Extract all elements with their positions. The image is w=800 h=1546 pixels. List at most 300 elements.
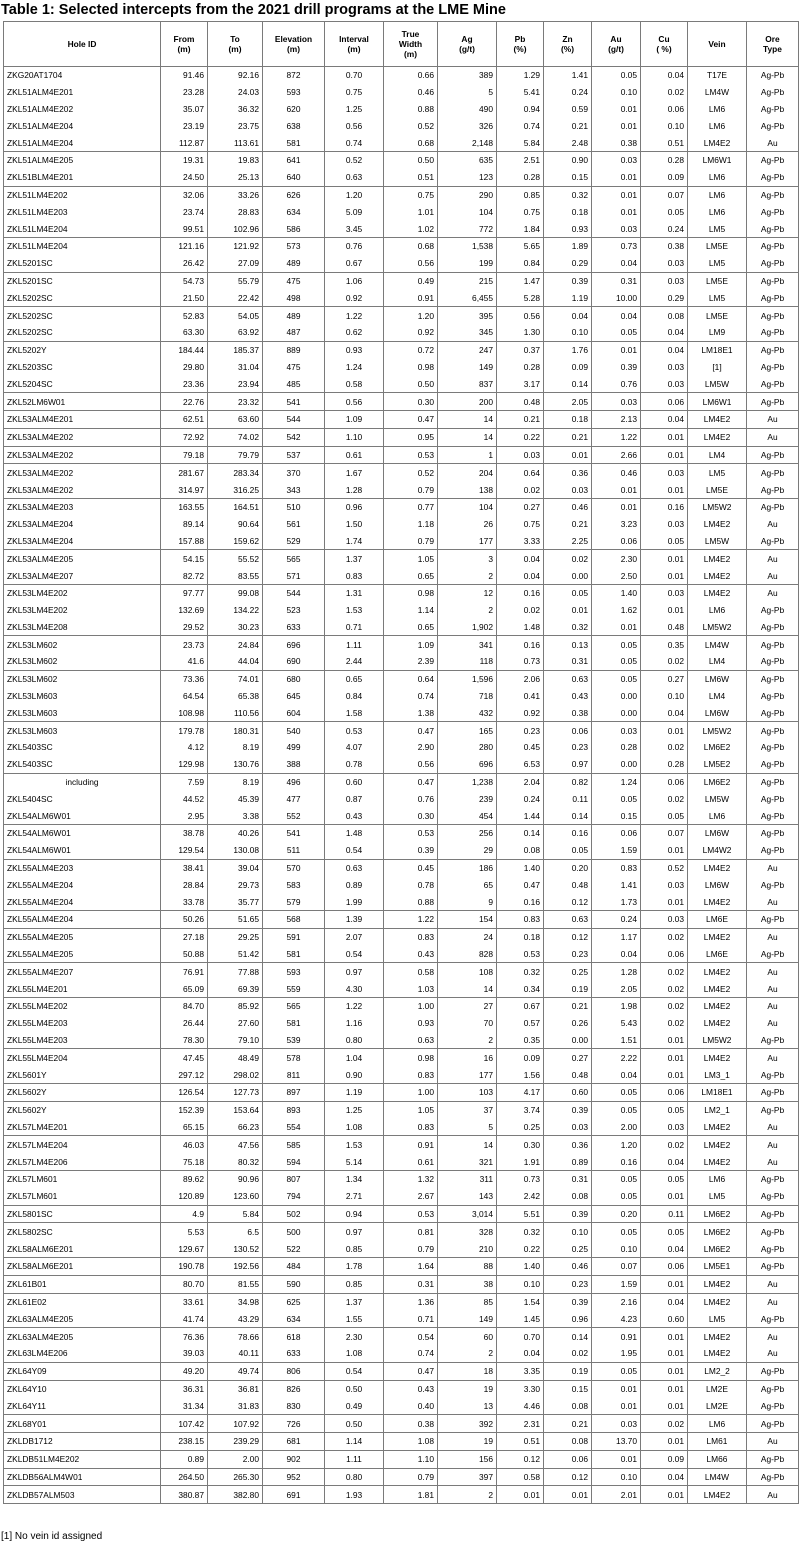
cell-au: 0.16 xyxy=(592,1153,641,1170)
cell-interval: 0.85 xyxy=(325,1240,384,1257)
cell-cu: 0.01 xyxy=(641,893,688,910)
cell-vein: LM5 xyxy=(688,289,747,306)
cell-vein: LM4E2 xyxy=(688,893,747,910)
cell-zn: 0.32 xyxy=(544,186,592,203)
cell-hole-id: ZKL5602Y xyxy=(4,1101,161,1118)
cell-ag: 199 xyxy=(438,255,497,272)
cell-hole-id: ZKL57LM601 xyxy=(4,1188,161,1205)
cell-to: 123.60 xyxy=(208,1188,263,1205)
cell-ore-type: Au xyxy=(747,1328,799,1345)
cell-ag: 177 xyxy=(438,1066,497,1083)
cell-to: 185.37 xyxy=(208,341,263,358)
cell-zn: 0.21 xyxy=(544,428,592,446)
cell-vein: LM4W xyxy=(688,636,747,653)
cell-pb: 0.25 xyxy=(497,1119,544,1136)
cell-hole-id: including xyxy=(4,773,161,790)
cell-true-width: 0.43 xyxy=(384,946,438,963)
cell-elevation: 681 xyxy=(263,1432,325,1450)
cell-elevation: 620 xyxy=(263,101,325,118)
cell-to: 81.55 xyxy=(208,1275,263,1293)
cell-cu: 0.24 xyxy=(641,220,688,237)
cell-hole-id: ZKL5202SC xyxy=(4,324,161,341)
cell-pb: 0.04 xyxy=(497,550,544,567)
cell-vein: LM6W xyxy=(688,876,747,893)
cell-from: 39.03 xyxy=(161,1345,208,1362)
cell-ag: 1,596 xyxy=(438,670,497,687)
cell-zn: 0.31 xyxy=(544,1171,592,1188)
cell-zn: 0.60 xyxy=(544,1084,592,1102)
cell-hole-id: ZKL51ALM4E202 xyxy=(4,101,161,118)
cell-ag: 321 xyxy=(438,1153,497,1170)
cell-to: 316.25 xyxy=(208,481,263,498)
cell-from: 184.44 xyxy=(161,341,208,358)
cell-ore-type: Au xyxy=(747,550,799,567)
cell-ore-type: Ag-Pb xyxy=(747,84,799,101)
cell-pb: 0.73 xyxy=(497,653,544,670)
cell-true-width: 1.22 xyxy=(384,911,438,929)
cell-zn: 2.05 xyxy=(544,393,592,411)
cell-cu: 0.01 xyxy=(641,550,688,567)
cell-true-width: 0.47 xyxy=(384,410,438,428)
cell-vein: LM4E2 xyxy=(688,928,747,945)
cell-cu: 0.02 xyxy=(641,928,688,945)
cell-ore-type: Ag-Pb xyxy=(747,220,799,237)
cell-pb: 0.41 xyxy=(497,688,544,705)
cell-au: 0.05 xyxy=(592,790,641,807)
cell-pb: 2.42 xyxy=(497,1188,544,1205)
cell-ore-type: Ag-Pb xyxy=(747,101,799,118)
table-row xyxy=(4,393,799,411)
cell-true-width: 1.01 xyxy=(384,203,438,220)
table-row xyxy=(4,998,799,1015)
table-row xyxy=(4,1015,799,1032)
cell-pb: 4.17 xyxy=(497,1084,544,1102)
cell-vein: LM5W xyxy=(688,375,747,392)
cell-ag: 2 xyxy=(438,1486,497,1504)
cell-pb: 0.02 xyxy=(497,602,544,619)
table-row xyxy=(4,289,799,306)
cell-vein: LM4E2 xyxy=(688,998,747,1015)
cell-elevation: 902 xyxy=(263,1450,325,1468)
cell-hole-id: ZKL53LM603 xyxy=(4,704,161,721)
cell-vein: LM4 xyxy=(688,653,747,670)
cell-hole-id: ZKLDB57ALM503 xyxy=(4,1486,161,1504)
cell-to: 43.29 xyxy=(208,1310,263,1327)
cell-ore-type: Ag-Pb xyxy=(747,876,799,893)
cell-true-width: 1.00 xyxy=(384,1084,438,1102)
cell-ag: 16 xyxy=(438,1049,497,1066)
cell-vein: LM4E2 xyxy=(688,550,747,567)
cell-au: 2.66 xyxy=(592,446,641,464)
cell-interval: 1.58 xyxy=(325,704,384,721)
cell-interval: 1.25 xyxy=(325,101,384,118)
cell-zn: 0.12 xyxy=(544,1468,592,1486)
header-hole-id: Hole ID xyxy=(4,22,161,67)
cell-vein: LM4E2 xyxy=(688,1119,747,1136)
cell-ore-type: Ag-Pb xyxy=(747,807,799,824)
cell-ore-type: Ag-Pb xyxy=(747,203,799,220)
cell-from: 21.50 xyxy=(161,289,208,306)
cell-au: 0.05 xyxy=(592,1101,641,1118)
cell-interval: 1.06 xyxy=(325,272,384,289)
cell-elevation: 539 xyxy=(263,1032,325,1049)
cell-from: 31.34 xyxy=(161,1397,208,1414)
cell-elevation: 811 xyxy=(263,1066,325,1083)
cell-true-width: 0.52 xyxy=(384,464,438,481)
cell-ore-type: Ag-Pb xyxy=(747,1084,799,1102)
cell-ag: 38 xyxy=(438,1275,497,1293)
cell-zn: 0.14 xyxy=(544,807,592,824)
cell-ag: 696 xyxy=(438,756,497,773)
cell-true-width: 0.76 xyxy=(384,790,438,807)
cell-to: 24.84 xyxy=(208,636,263,653)
cell-vein: LM2_1 xyxy=(688,1101,747,1118)
cell-pb: 0.08 xyxy=(497,842,544,859)
cell-cu: 0.16 xyxy=(641,498,688,515)
cell-from: 4.9 xyxy=(161,1205,208,1223)
cell-zn: 0.19 xyxy=(544,1362,592,1380)
cell-ag: 395 xyxy=(438,307,497,324)
cell-pb: 0.04 xyxy=(497,567,544,584)
cell-vein: LM5W2 xyxy=(688,1032,747,1049)
cell-interval: 1.67 xyxy=(325,464,384,481)
cell-from: 120.89 xyxy=(161,1188,208,1205)
cell-pb: 0.56 xyxy=(497,307,544,324)
cell-interval: 0.52 xyxy=(325,151,384,168)
cell-hole-id: ZKL54ALM6W01 xyxy=(4,842,161,859)
cell-vein: LM6E2 xyxy=(688,1205,747,1223)
cell-true-width: 0.53 xyxy=(384,446,438,464)
cell-au: 0.01 xyxy=(592,117,641,134)
cell-to: 8.19 xyxy=(208,773,263,790)
cell-hole-id: ZKL57LM4E204 xyxy=(4,1136,161,1153)
cell-zn: 0.09 xyxy=(544,359,592,376)
cell-hole-id: ZKL55ALM4E204 xyxy=(4,911,161,929)
cell-to: 130.76 xyxy=(208,756,263,773)
cell-true-width: 0.64 xyxy=(384,670,438,687)
cell-vein: LM4E2 xyxy=(688,1015,747,1032)
cell-from: 281.67 xyxy=(161,464,208,481)
cell-elevation: 541 xyxy=(263,825,325,842)
cell-elevation: 583 xyxy=(263,876,325,893)
cell-vein: LM5 xyxy=(688,220,747,237)
cell-ag: 13 xyxy=(438,1397,497,1414)
cell-to: 127.73 xyxy=(208,1084,263,1102)
cell-au: 0.03 xyxy=(592,393,641,411)
cell-elevation: 691 xyxy=(263,1486,325,1504)
cell-interval: 4.07 xyxy=(325,739,384,756)
cell-ag: 60 xyxy=(438,1328,497,1345)
cell-zn: 0.46 xyxy=(544,1257,592,1275)
cell-ore-type: Ag-Pb xyxy=(747,653,799,670)
cell-au: 0.07 xyxy=(592,1257,641,1275)
cell-pb: 3.74 xyxy=(497,1101,544,1118)
cell-elevation: 696 xyxy=(263,636,325,653)
cell-ore-type: Ag-Pb xyxy=(747,790,799,807)
cell-true-width: 0.92 xyxy=(384,324,438,341)
table-row xyxy=(4,584,799,601)
table-row xyxy=(4,498,799,515)
cell-hole-id: ZKL54ALM6W01 xyxy=(4,807,161,824)
cell-to: 22.42 xyxy=(208,289,263,306)
cell-au: 0.10 xyxy=(592,1240,641,1257)
cell-ag: 18 xyxy=(438,1362,497,1380)
header-from: From (m) xyxy=(161,22,208,67)
cell-ag: 186 xyxy=(438,859,497,876)
cell-from: 47.45 xyxy=(161,1049,208,1066)
cell-from: 238.15 xyxy=(161,1432,208,1450)
cell-vein: LM5E xyxy=(688,272,747,289)
cell-hole-id: ZKL55ALM4E203 xyxy=(4,859,161,876)
cell-from: 129.54 xyxy=(161,842,208,859)
cell-pb: 0.22 xyxy=(497,1240,544,1257)
cell-au: 0.38 xyxy=(592,134,641,151)
cell-hole-id: ZKL51ALM4E205 xyxy=(4,151,161,168)
cell-cu: 0.01 xyxy=(641,1345,688,1362)
cell-elevation: 633 xyxy=(263,1345,325,1362)
cell-zn: 0.48 xyxy=(544,876,592,893)
cell-from: 73.36 xyxy=(161,670,208,687)
cell-true-width: 0.72 xyxy=(384,341,438,358)
cell-pb: 1.44 xyxy=(497,807,544,824)
cell-ag: 5 xyxy=(438,84,497,101)
cell-true-width: 0.74 xyxy=(384,688,438,705)
cell-from: 65.09 xyxy=(161,980,208,997)
cell-pb: 2.51 xyxy=(497,151,544,168)
cell-au: 0.31 xyxy=(592,272,641,289)
cell-to: 382.80 xyxy=(208,1486,263,1504)
cell-pb: 1.29 xyxy=(497,67,544,84)
cell-hole-id: ZKL5201SC xyxy=(4,272,161,289)
cell-pb: 0.21 xyxy=(497,410,544,428)
cell-true-width: 1.05 xyxy=(384,1101,438,1118)
cell-true-width: 0.81 xyxy=(384,1223,438,1240)
cell-ore-type: Ag-Pb xyxy=(747,1101,799,1118)
cell-interval: 0.58 xyxy=(325,375,384,392)
cell-ore-type: Ag-Pb xyxy=(747,255,799,272)
cell-interval: 0.85 xyxy=(325,1275,384,1293)
cell-true-width: 0.98 xyxy=(384,359,438,376)
cell-pb: 1.40 xyxy=(497,1257,544,1275)
cell-pb: 5.51 xyxy=(497,1205,544,1223)
cell-ag: 156 xyxy=(438,1450,497,1468)
cell-ag: 123 xyxy=(438,169,497,186)
cell-hole-id: ZKL5403SC xyxy=(4,739,161,756)
cell-vein: LM18E1 xyxy=(688,1084,747,1102)
cell-zn: 0.29 xyxy=(544,255,592,272)
cell-vein: LM6E xyxy=(688,911,747,929)
cell-ore-type: Ag-Pb xyxy=(747,1450,799,1468)
cell-to: 40.26 xyxy=(208,825,263,842)
cell-from: 99.51 xyxy=(161,220,208,237)
cell-hole-id: ZKL52LM6W01 xyxy=(4,393,161,411)
cell-hole-id: ZKL55LM4E202 xyxy=(4,998,161,1015)
cell-ore-type: Au xyxy=(747,516,799,533)
cell-to: 102.96 xyxy=(208,220,263,237)
cell-to: 159.62 xyxy=(208,533,263,550)
cell-interval: 1.08 xyxy=(325,1345,384,1362)
cell-vein: LM2E xyxy=(688,1380,747,1397)
cell-ore-type: Ag-Pb xyxy=(747,307,799,324)
cell-hole-id: ZKL61E02 xyxy=(4,1293,161,1310)
cell-cu: 0.02 xyxy=(641,84,688,101)
cell-from: 32.06 xyxy=(161,186,208,203)
cell-cu: 0.02 xyxy=(641,963,688,980)
cell-to: 239.29 xyxy=(208,1432,263,1450)
cell-elevation: 680 xyxy=(263,670,325,687)
cell-ag: 341 xyxy=(438,636,497,653)
cell-vein: LM4E2 xyxy=(688,428,747,446)
cell-zn: 0.25 xyxy=(544,963,592,980)
cell-elevation: 388 xyxy=(263,756,325,773)
cell-zn: 0.23 xyxy=(544,946,592,963)
drill-intercepts-table xyxy=(3,21,799,1504)
cell-pb: 0.75 xyxy=(497,203,544,220)
cell-au: 2.00 xyxy=(592,1119,641,1136)
cell-from: 79.18 xyxy=(161,446,208,464)
cell-interval: 2.44 xyxy=(325,653,384,670)
table-row xyxy=(4,722,799,739)
table-row xyxy=(4,1240,799,1257)
cell-ag: 2 xyxy=(438,602,497,619)
cell-ag: 27 xyxy=(438,998,497,1015)
cell-zn: 0.39 xyxy=(544,1205,592,1223)
cell-zn: 1.76 xyxy=(544,341,592,358)
cell-to: 164.51 xyxy=(208,498,263,515)
cell-pb: 0.35 xyxy=(497,1032,544,1049)
cell-au: 0.39 xyxy=(592,359,641,376)
cell-hole-id: ZKL51BLM4E201 xyxy=(4,169,161,186)
cell-ore-type: Au xyxy=(747,1486,799,1504)
cell-ore-type: Ag-Pb xyxy=(747,1362,799,1380)
cell-to: 69.39 xyxy=(208,980,263,997)
cell-cu: 0.04 xyxy=(641,341,688,358)
table-row xyxy=(4,704,799,721)
cell-ag: 837 xyxy=(438,375,497,392)
cell-au: 0.10 xyxy=(592,84,641,101)
cell-ag: 2 xyxy=(438,1345,497,1362)
cell-pb: 1.56 xyxy=(497,1066,544,1083)
cell-ore-type: Ag-Pb xyxy=(747,773,799,790)
cell-pb: 0.28 xyxy=(497,359,544,376)
table-row xyxy=(4,533,799,550)
cell-ore-type: Ag-Pb xyxy=(747,237,799,254)
cell-pb: 1.54 xyxy=(497,1293,544,1310)
cell-to: 30.23 xyxy=(208,619,263,636)
cell-hole-id: ZKLDB51LM4E202 xyxy=(4,1450,161,1468)
cell-zn: 0.20 xyxy=(544,859,592,876)
cell-to: 35.77 xyxy=(208,893,263,910)
cell-cu: 0.06 xyxy=(641,773,688,790)
cell-hole-id: ZKL55ALM4E205 xyxy=(4,946,161,963)
cell-ag: 108 xyxy=(438,963,497,980)
cell-true-width: 0.79 xyxy=(384,481,438,498)
cell-cu: 0.04 xyxy=(641,1240,688,1257)
cell-ag: 326 xyxy=(438,117,497,134)
cell-hole-id: ZKL54ALM6W01 xyxy=(4,825,161,842)
cell-elevation: 726 xyxy=(263,1415,325,1433)
cell-au: 1.51 xyxy=(592,1032,641,1049)
cell-vein: LM4E2 xyxy=(688,1136,747,1153)
cell-ore-type: Ag-Pb xyxy=(747,1468,799,1486)
cell-ore-type: Ag-Pb xyxy=(747,324,799,341)
table-header xyxy=(4,22,799,67)
cell-zn: 0.39 xyxy=(544,272,592,289)
cell-to: 130.52 xyxy=(208,1240,263,1257)
cell-au: 1.17 xyxy=(592,928,641,945)
table-row xyxy=(4,324,799,341)
cell-ore-type: Au xyxy=(747,1345,799,1362)
cell-au: 0.05 xyxy=(592,1362,641,1380)
cell-cu: 0.38 xyxy=(641,237,688,254)
table-body xyxy=(4,67,799,1504)
cell-true-width: 1.05 xyxy=(384,550,438,567)
cell-ore-type: Au xyxy=(747,893,799,910)
cell-true-width: 1.10 xyxy=(384,1450,438,1468)
cell-pb: 0.85 xyxy=(497,186,544,203)
cell-pb: 1.45 xyxy=(497,1310,544,1327)
cell-interval: 1.55 xyxy=(325,1310,384,1327)
cell-ag: 14 xyxy=(438,410,497,428)
cell-ag: 85 xyxy=(438,1293,497,1310)
cell-hole-id: ZKL53LM4E202 xyxy=(4,602,161,619)
cell-elevation: 641 xyxy=(263,151,325,168)
cell-to: 78.66 xyxy=(208,1328,263,1345)
cell-cu: 0.03 xyxy=(641,584,688,601)
cell-cu: 0.51 xyxy=(641,134,688,151)
cell-zn: 0.21 xyxy=(544,998,592,1015)
cell-au: 0.01 xyxy=(592,1397,641,1414)
cell-ore-type: Ag-Pb xyxy=(747,186,799,203)
cell-cu: 0.01 xyxy=(641,1328,688,1345)
cell-true-width: 0.88 xyxy=(384,101,438,118)
cell-interval: 1.28 xyxy=(325,481,384,498)
header-vein: Vein xyxy=(688,22,747,67)
cell-interval: 0.65 xyxy=(325,670,384,687)
cell-hole-id: ZKL61B01 xyxy=(4,1275,161,1293)
cell-vein: LM66 xyxy=(688,1450,747,1468)
cell-to: 63.92 xyxy=(208,324,263,341)
cell-cu: 0.03 xyxy=(641,359,688,376)
cell-true-width: 1.32 xyxy=(384,1171,438,1188)
cell-au: 0.05 xyxy=(592,636,641,653)
cell-hole-id: ZKL53ALM4E202 xyxy=(4,464,161,481)
cell-cu: 0.04 xyxy=(641,1468,688,1486)
header-au: Au (g/t) xyxy=(592,22,641,67)
cell-elevation: 544 xyxy=(263,410,325,428)
cell-zn: 0.08 xyxy=(544,1432,592,1450)
cell-ag: 14 xyxy=(438,980,497,997)
table-row xyxy=(4,825,799,842)
cell-au: 13.70 xyxy=(592,1432,641,1450)
table-row xyxy=(4,169,799,186)
cell-ore-type: Ag-Pb xyxy=(747,636,799,653)
cell-true-width: 0.51 xyxy=(384,169,438,186)
cell-zn: 0.01 xyxy=(544,602,592,619)
cell-from: 2.95 xyxy=(161,807,208,824)
cell-to: 27.60 xyxy=(208,1015,263,1032)
cell-ag: 5 xyxy=(438,1119,497,1136)
cell-au: 0.06 xyxy=(592,825,641,842)
cell-to: 3.38 xyxy=(208,807,263,824)
cell-hole-id: ZKL51LM4E202 xyxy=(4,186,161,203)
cell-ag: 200 xyxy=(438,393,497,411)
cell-true-width: 0.49 xyxy=(384,272,438,289)
cell-vein: LM5 xyxy=(688,1188,747,1205)
cell-from: 78.30 xyxy=(161,1032,208,1049)
cell-hole-id: ZKL53LM603 xyxy=(4,688,161,705)
cell-elevation: 897 xyxy=(263,1084,325,1102)
